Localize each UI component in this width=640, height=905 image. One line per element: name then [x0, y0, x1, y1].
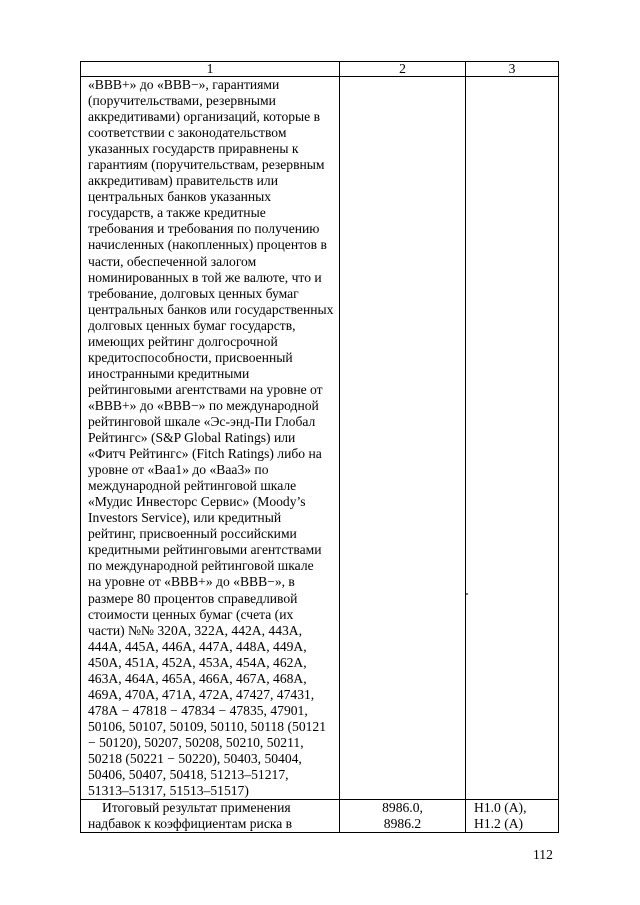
total-account-codes-cell [340, 800, 466, 833]
cell-text-line: 8986.2 [383, 816, 422, 832]
cell-text-line: «BBB+» до «BBB−» по международной [88, 397, 319, 413]
cell-text-line: центральных банков указанных [88, 189, 272, 205]
cell-text-line: стоимости ценных бумаг (счета (их [88, 606, 294, 622]
cell-text-line: по международной рейтинговой шкале [88, 558, 314, 574]
cell-text-line: Н1.0 (А), [474, 800, 527, 816]
cell-text-line: кредитными рейтинговыми агентствами [88, 542, 322, 558]
cell-text-line: 50106, 50107, 50109, 50110, 50118 (50121 [88, 718, 327, 734]
cell-text-line: требование, долговых ценных бумаг [88, 285, 299, 301]
page-number: 112 [533, 847, 553, 862]
cell-text-line: рейтинговой шкале «Эс-энд-Пи Глобал [88, 413, 316, 429]
column-header-2: 2 [340, 62, 466, 77]
cell-text-line: 469А, 470А, 471А, 472А, 47427, 47431, [88, 686, 315, 702]
table-row-continued [81, 77, 559, 800]
cell-text-line: указанных государств приравнены к [88, 141, 299, 157]
cell-text-line: 50218 (50221 − 50220), 50403, 50404, [88, 750, 302, 766]
cell-text-line: государств, а также кредитные [88, 205, 266, 221]
cell-text-line: имеющих рейтинг долгосрочной [88, 333, 278, 349]
cell-text-line: 450А, 451А, 452А, 453А, 454А, 462А, [88, 654, 307, 670]
cell-text-line: «Мудис Инвесторс Сервис» (Moody’s [88, 494, 306, 510]
cell-text-line: на уровне от «BBB+» до «BBB−», в [88, 574, 295, 590]
cell-text-line: части, обеспеченной залогом [88, 253, 257, 269]
cell-text-line: гарантиям (поручительствам, резервным [88, 157, 325, 173]
account-numbers-cell [340, 77, 466, 800]
cell-text-line: требования и требования по получению [88, 221, 320, 237]
column-header-3: 3 [466, 62, 559, 77]
cell-text-line: 50406, 50407, 50418, 51213–51217, [88, 767, 289, 783]
cell-text-line: центральных банков или государственных [88, 301, 334, 317]
cell-text-line: аккредитивами) организаций, которые в [88, 109, 321, 125]
cell-text-line: международной рейтинговой шкале [88, 478, 297, 494]
cell-text-line: 463А, 464А, 465А, 466А, 467А, 468А, [88, 670, 307, 686]
cell-text-line: надбавок к коэффициентам риска в [88, 816, 293, 832]
asset-description-cell [81, 77, 340, 800]
cell-text-line: уровне от «Baa1» до «Baa3» по [88, 462, 269, 478]
cell-text-line: аккредитивам) правительств или [88, 173, 278, 189]
cell-text-line: размере 80 процентов справедливой [88, 590, 298, 606]
cell-text-line: соответствии с законодательством [88, 125, 287, 141]
cell-text-line: долговых ценных бумаг государств, [88, 317, 296, 333]
cell-text-line: иностранными кредитными [88, 365, 250, 381]
cell-text-line: Итоговый результат применения [102, 800, 291, 816]
cell-text-line: части) №№ 320А, 322А, 442А, 443А, [88, 622, 303, 638]
cell-text-line: Investors Service), или кредитный [88, 510, 282, 526]
cell-text-line: «BBB+» до «BBB−», гарантиями [88, 77, 280, 92]
cell-text-line: кредитоспособности, присвоенный [88, 349, 293, 365]
cell-text-line: рейтинговыми агентствами на уровне от [88, 381, 323, 397]
cell-text-line: номинированных в той же валюте, что и [88, 269, 322, 285]
total-result-description-cell [81, 800, 340, 833]
cell-text-line: 51313–51317, 51513–51517) [88, 783, 249, 799]
cell-text-line: Рейтингс» (S&P Global Ratings) или [88, 430, 296, 446]
cell-text-line: «Фитч Рейтингс» (Fitch Ratings) либо на [88, 446, 322, 462]
total-ratio-codes-cell [466, 800, 559, 833]
cell-text-line: − 50120), 50207, 50208, 50210, 50211, [88, 734, 304, 750]
cell-text-line: 478А − 47818 − 47834 − 47835, 47901, [88, 702, 308, 718]
cell-text-line: рейтинг, присвоенный российскими [88, 526, 297, 542]
table-row-total [81, 800, 559, 833]
ratio-codes-cell [466, 77, 559, 800]
cell-text-line: 8986.0, [382, 800, 423, 816]
requirements-table [80, 61, 559, 833]
table-header-row [81, 62, 559, 77]
cell-text-line: (поручительствами, резервными [88, 93, 276, 109]
cell-text-line: начисленных (накопленных) процентов в [88, 237, 327, 253]
column-header-1: 1 [81, 62, 340, 77]
cell-text-line: Н1.2 (А) [474, 816, 524, 832]
cell-text-line: 444А, 445А, 446А, 447А, 448А, 449А, [88, 638, 307, 654]
stray-dot-mark [466, 593, 468, 595]
